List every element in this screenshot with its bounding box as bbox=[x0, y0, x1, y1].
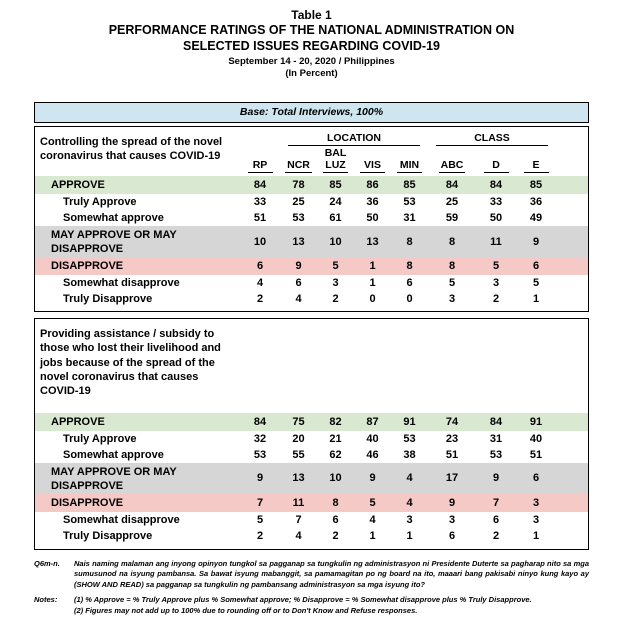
location-group-cell bbox=[280, 129, 428, 146]
value-cell: 1 bbox=[532, 529, 540, 542]
page-title-line-2: SELECTED ISSUES REGARDING COVID-19 bbox=[183, 38, 440, 53]
value-cell: 7 bbox=[295, 513, 302, 526]
table-row bbox=[35, 463, 588, 494]
value-cell: 23 bbox=[445, 432, 459, 445]
value-cell: 24 bbox=[329, 196, 342, 209]
value-cell: 3 bbox=[532, 513, 540, 526]
row-label: MAY APPROVE OR MAY DISAPPROVE bbox=[35, 226, 240, 257]
value-cell: 2 bbox=[332, 529, 339, 542]
table-row bbox=[35, 291, 588, 307]
issue-row-spacer bbox=[240, 321, 588, 398]
value-cell: 5 bbox=[317, 257, 354, 275]
value-cell: 6 bbox=[492, 513, 500, 526]
table-row bbox=[35, 176, 588, 194]
footnotes bbox=[34, 559, 589, 617]
column-header: NCR bbox=[280, 146, 317, 176]
value-cell: 84 bbox=[476, 176, 516, 194]
value-cell: 10 bbox=[317, 463, 354, 494]
value-cell: 25 bbox=[292, 196, 305, 209]
question-note bbox=[34, 559, 589, 591]
row-right-spacer bbox=[556, 194, 588, 210]
value-cell: 3 bbox=[448, 293, 456, 306]
row-right-spacer bbox=[556, 226, 588, 257]
value-cell: 51 bbox=[445, 448, 459, 461]
table-row bbox=[35, 447, 588, 463]
value-cell: 1 bbox=[369, 529, 376, 542]
value-cell: 4 bbox=[391, 494, 428, 512]
value-cell: 6 bbox=[516, 463, 556, 494]
table-row bbox=[35, 494, 588, 512]
row-right-spacer bbox=[556, 463, 588, 494]
survey-date: September 14 - 20, 2020 / Philippines bbox=[228, 56, 395, 68]
value-cell: 2 bbox=[256, 529, 264, 542]
table-row bbox=[35, 431, 588, 447]
value-cell: 9 bbox=[428, 494, 476, 512]
value-cell: 9 bbox=[516, 226, 556, 257]
value-cell: 4 bbox=[391, 463, 428, 494]
note-2: (2) Figures may not add up to 100% due to rounding off or to Don't Know and Refuse responses. bbox=[74, 605, 418, 615]
row-right-spacer bbox=[556, 413, 588, 431]
value-cell: 8 bbox=[391, 257, 428, 275]
row-right-spacer bbox=[556, 512, 588, 528]
spacer-row bbox=[35, 399, 588, 413]
value-cell: 9 bbox=[240, 463, 280, 494]
right-margin-spacer bbox=[556, 129, 588, 176]
ratings-rows-2 bbox=[35, 413, 588, 544]
row-right-spacer bbox=[556, 176, 588, 194]
value-cell: 0 bbox=[406, 293, 413, 306]
value-cell: 8 bbox=[317, 494, 354, 512]
value-cell: 85 bbox=[391, 176, 428, 194]
value-cell: 51 bbox=[253, 212, 267, 225]
value-cell: 32 bbox=[253, 432, 267, 445]
value-cell: 78 bbox=[280, 176, 317, 194]
row-label: APPROVE bbox=[35, 413, 240, 431]
value-cell: 40 bbox=[529, 432, 543, 445]
row-label: Truly Approve bbox=[63, 432, 137, 445]
ratings-rows-1 bbox=[35, 176, 588, 307]
row-right-spacer bbox=[556, 275, 588, 291]
value-cell: 5 bbox=[256, 513, 264, 526]
value-cell: 1 bbox=[532, 293, 540, 306]
value-cell: 7 bbox=[476, 494, 516, 512]
value-cell: 50 bbox=[489, 212, 503, 225]
table-row bbox=[35, 226, 588, 257]
value-cell: 87 bbox=[354, 413, 391, 431]
value-cell: 2 bbox=[332, 293, 339, 306]
value-cell: 3 bbox=[516, 494, 556, 512]
row-label: Truly Disapprove bbox=[63, 529, 153, 542]
value-cell: 6 bbox=[295, 277, 302, 290]
value-cell: 13 bbox=[280, 226, 317, 257]
value-cell: 9 bbox=[280, 257, 317, 275]
value-cell: 91 bbox=[516, 413, 556, 431]
value-cell: 91 bbox=[391, 413, 428, 431]
value-cell: 33 bbox=[253, 196, 267, 209]
column-header: D bbox=[476, 146, 516, 176]
value-cell: 6 bbox=[406, 277, 413, 290]
row-label: DISAPPROVE bbox=[35, 257, 240, 275]
value-cell: 3 bbox=[492, 277, 500, 290]
value-cell: 46 bbox=[366, 448, 379, 461]
base-banner bbox=[34, 102, 589, 123]
question-label: Q6m-n. bbox=[34, 558, 60, 568]
value-cell: 55 bbox=[292, 448, 305, 461]
row-right-spacer bbox=[556, 528, 588, 544]
row-label: Truly Approve bbox=[63, 196, 137, 209]
row-right-spacer bbox=[556, 431, 588, 447]
value-cell: 86 bbox=[354, 176, 391, 194]
value-cell: 31 bbox=[489, 432, 503, 445]
value-cell: 1 bbox=[369, 277, 376, 290]
value-cell: 6 bbox=[332, 513, 339, 526]
value-cell: 7 bbox=[240, 494, 280, 512]
value-cell: 31 bbox=[403, 212, 416, 225]
value-cell: 74 bbox=[428, 413, 476, 431]
value-cell: 82 bbox=[317, 413, 354, 431]
row-right-spacer bbox=[556, 291, 588, 307]
value-cell: 84 bbox=[428, 176, 476, 194]
value-cell: 6 bbox=[240, 257, 280, 275]
class-group-cell bbox=[428, 129, 556, 146]
row-label: DISAPPROVE bbox=[35, 494, 240, 512]
value-cell: 9 bbox=[476, 463, 516, 494]
row-right-spacer bbox=[556, 494, 588, 512]
value-cell: 6 bbox=[448, 529, 456, 542]
row-label: APPROVE bbox=[35, 176, 240, 194]
value-cell: 85 bbox=[516, 176, 556, 194]
table-row bbox=[35, 194, 588, 210]
column-header: VIS bbox=[354, 146, 391, 176]
value-cell: 53 bbox=[489, 448, 503, 461]
value-cell: 40 bbox=[366, 432, 379, 445]
issue-label-1: Controlling the spread of the novel coronavirus that causes COVID-19 bbox=[40, 136, 223, 163]
notes-label: Notes: bbox=[34, 595, 58, 605]
issue-section-1 bbox=[34, 126, 589, 312]
rp-group-spacer bbox=[240, 129, 280, 146]
value-cell: 85 bbox=[317, 176, 354, 194]
value-cell: 4 bbox=[295, 529, 302, 542]
column-header: MIN bbox=[391, 146, 428, 176]
value-cell: 8 bbox=[428, 226, 476, 257]
value-cell: 11 bbox=[476, 226, 516, 257]
value-cell: 5 bbox=[476, 257, 516, 275]
value-cell: 13 bbox=[354, 226, 391, 257]
issue-text-row bbox=[35, 321, 588, 398]
value-cell: 5 bbox=[448, 277, 456, 290]
value-cell: 50 bbox=[366, 212, 379, 225]
location-group-header: LOCATION bbox=[288, 132, 420, 146]
value-cell: 2 bbox=[492, 293, 500, 306]
value-cell: 17 bbox=[428, 463, 476, 494]
value-cell: 10 bbox=[240, 226, 280, 257]
value-cell: 36 bbox=[529, 196, 543, 209]
group-header-row bbox=[35, 129, 588, 146]
unit-note: (In Percent) bbox=[285, 68, 338, 80]
row-right-spacer bbox=[556, 210, 588, 226]
value-cell: 61 bbox=[329, 212, 342, 225]
value-cell: 13 bbox=[280, 463, 317, 494]
value-cell: 25 bbox=[445, 196, 459, 209]
value-cell: 8 bbox=[391, 226, 428, 257]
row-label: MAY APPROVE OR MAY DISAPPROVE bbox=[35, 463, 240, 494]
issue-label-2: Providing assistance / subsidy to those who lost their livelihood and jobs because of the spread of the novel coronavirus that causes COVID-19 bbox=[40, 328, 221, 398]
value-cell: 1 bbox=[354, 257, 391, 275]
value-cell: 21 bbox=[329, 432, 342, 445]
value-cell: 3 bbox=[448, 513, 456, 526]
class-group-header: CLASS bbox=[436, 132, 548, 146]
table-row bbox=[35, 528, 588, 544]
value-cell: 84 bbox=[476, 413, 516, 431]
page-title-line-1: PERFORMANCE RATINGS OF THE NATIONAL ADMINISTRATION ON bbox=[108, 23, 515, 37]
row-label: Somewhat disapprove bbox=[63, 277, 180, 290]
value-cell: 4 bbox=[256, 277, 264, 290]
value-cell: 51 bbox=[529, 448, 543, 461]
value-cell: 2 bbox=[492, 529, 500, 542]
table-row bbox=[35, 512, 588, 528]
value-cell: 2 bbox=[256, 293, 264, 306]
value-cell: 4 bbox=[369, 513, 376, 526]
value-cell: 3 bbox=[332, 277, 339, 290]
column-header: ABC bbox=[428, 146, 476, 176]
value-cell: 62 bbox=[329, 448, 342, 461]
value-cell: 1 bbox=[406, 529, 413, 542]
column-header: RP bbox=[240, 146, 280, 176]
value-cell: 53 bbox=[253, 448, 267, 461]
value-cell: 3 bbox=[406, 513, 413, 526]
value-cell: 8 bbox=[428, 257, 476, 275]
column-header: E bbox=[516, 146, 556, 176]
value-cell: 84 bbox=[240, 413, 280, 431]
value-cell: 84 bbox=[240, 176, 280, 194]
value-cell: 9 bbox=[354, 463, 391, 494]
ratings-table-1 bbox=[35, 129, 588, 307]
value-cell: 49 bbox=[529, 212, 543, 225]
table-row bbox=[35, 210, 588, 226]
table-row bbox=[35, 275, 588, 291]
title-block bbox=[34, 8, 589, 80]
table-number: Table 1 bbox=[291, 8, 332, 22]
row-label: Somewhat approve bbox=[63, 212, 164, 225]
base-banner-text: Base: Total Interviews, 100% bbox=[239, 106, 384, 118]
value-cell: 38 bbox=[403, 448, 416, 461]
value-cell: 75 bbox=[280, 413, 317, 431]
issue-section-2 bbox=[34, 318, 589, 549]
note-1: (1) % Approve = % Truly Approve plus % Somewhat approve; % Disapprove = % Somewhat disapprove plus % Truly Disapprove. bbox=[74, 595, 532, 605]
row-label: Somewhat approve bbox=[63, 448, 164, 461]
row-label: Somewhat disapprove bbox=[63, 513, 180, 526]
row-label: Truly Disapprove bbox=[63, 293, 153, 306]
value-cell: 59 bbox=[445, 212, 459, 225]
value-cell: 4 bbox=[295, 293, 302, 306]
value-cell: 53 bbox=[403, 196, 416, 209]
value-cell: 20 bbox=[292, 432, 305, 445]
question-text: Nais naming malaman ang inyong opinyon tungkol sa pagganap sa tungkulin ng administrasyon ni Presidente Duterte sa pagharap nito sa mga sumusunod na isyung pambansa. Sa bawat isyung mabanggit, sa pamamagitan po ng board na ito, maaari bang pakisabi ninyo kung kayo ay (SHOW AND READ) sa pagganap sa tungkulin ng pambansang administrasyon sa mga isyung ito? bbox=[74, 558, 589, 589]
value-cell: 36 bbox=[366, 196, 379, 209]
value-cell: 53 bbox=[403, 432, 416, 445]
value-cell: 6 bbox=[516, 257, 556, 275]
ratings-table-2 bbox=[35, 321, 588, 543]
row-right-spacer bbox=[556, 447, 588, 463]
value-cell: 11 bbox=[280, 494, 317, 512]
value-cell: 5 bbox=[354, 494, 391, 512]
column-header: BAL LUZ bbox=[317, 146, 354, 176]
value-cell: 33 bbox=[489, 196, 503, 209]
row-right-spacer bbox=[556, 257, 588, 275]
table-row bbox=[35, 413, 588, 431]
value-cell: 0 bbox=[369, 293, 376, 306]
table-row bbox=[35, 257, 588, 275]
value-cell: 10 bbox=[317, 226, 354, 257]
notes-block bbox=[34, 595, 589, 616]
value-cell: 53 bbox=[292, 212, 305, 225]
value-cell: 5 bbox=[532, 277, 540, 290]
